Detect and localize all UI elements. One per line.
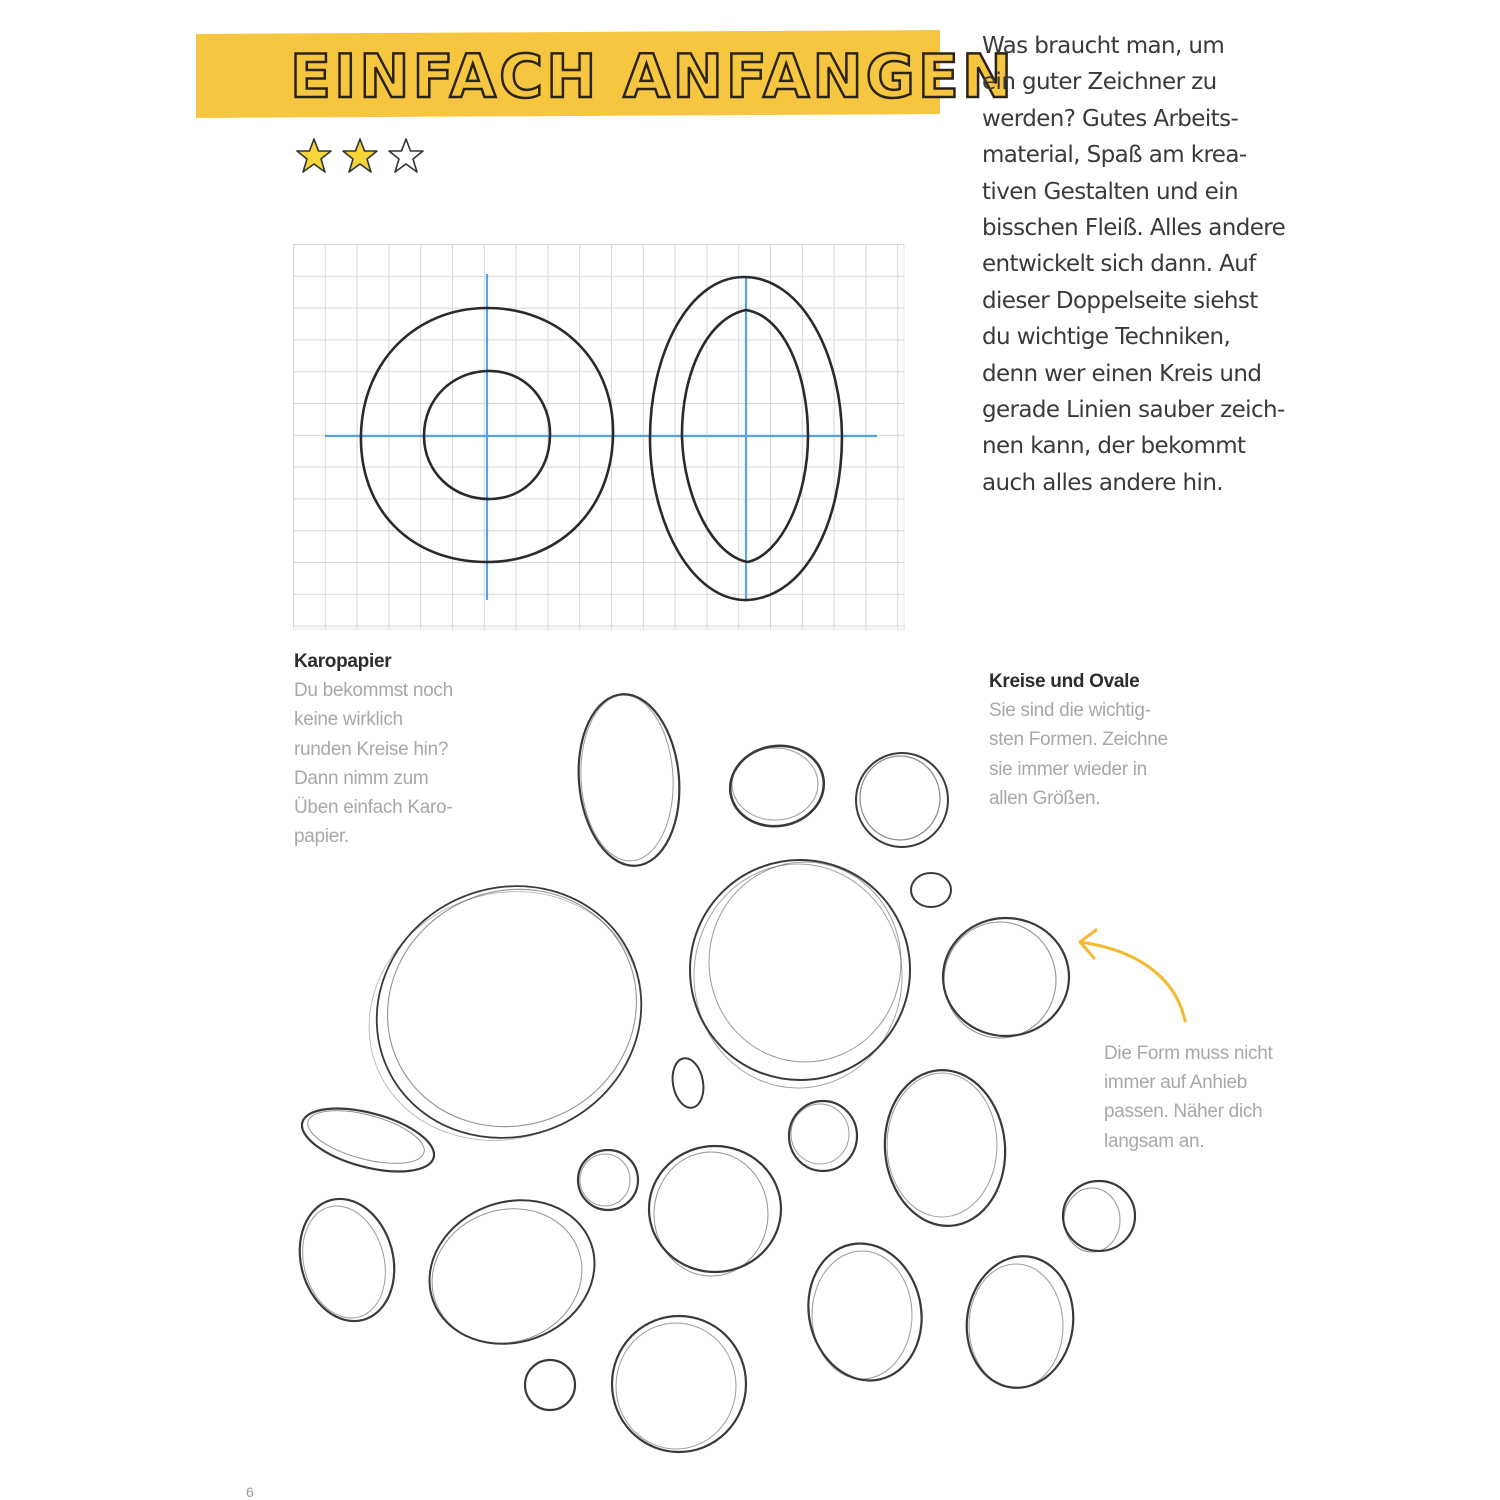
caption-heading: Karopapier: [294, 651, 392, 672]
star-empty-icon: [386, 136, 426, 176]
sketch-oval: [856, 753, 948, 847]
intro-line: nen kann, der bekommt: [982, 433, 1246, 460]
sketch-oval: [409, 1177, 615, 1366]
sketch-oval: [958, 1249, 1081, 1394]
intro-line: denn wer einen Kreis und: [982, 360, 1262, 387]
intro-line: dieser Doppelseite siehst: [982, 287, 1258, 314]
sketch-oval: [287, 1188, 408, 1332]
caption-line: sten Formen. Zeichne: [989, 729, 1168, 751]
page-title: EINFACH ANFANGEN: [290, 42, 1016, 112]
intro-line: gerade Linien sauber zeich-: [982, 397, 1285, 424]
grid-paper-figure: [293, 244, 905, 630]
intro-line: material, Spaß am krea-: [982, 142, 1247, 169]
star-filled-icon: [340, 136, 380, 176]
caption-line: runden Kreise hin?: [294, 738, 449, 760]
sketched-circles-illustration: [0, 640, 1500, 1500]
caption-line: Sie sind die wichtig-: [989, 700, 1151, 722]
caption-line: allen Größen.: [989, 787, 1101, 809]
star-filled-icon: [294, 136, 334, 176]
caption-line: Dann nimm zum: [294, 767, 429, 789]
caption-line: immer auf Anhieb: [1104, 1072, 1248, 1094]
intro-line: tiven Gestalten und ein: [982, 178, 1238, 205]
intro-line: werden? Gutes Arbeits-: [982, 105, 1239, 132]
intro-line: bisschen Fleiß. Alles andere: [982, 215, 1286, 242]
sketch-oval: [1063, 1181, 1135, 1252]
curved-arrow-icon: [1080, 930, 1185, 1021]
caption-line: Du bekommst noch: [294, 680, 453, 702]
intro-line: ein guter Zeichner zu: [982, 69, 1217, 96]
intro-paragraph: [982, 28, 1312, 501]
caption-line: Üben einfach Karo-: [294, 797, 453, 819]
caption-line: sie immer wieder in: [989, 758, 1147, 780]
caption-line: langsam an.: [1104, 1130, 1205, 1152]
intro-line: Was braucht man, um: [982, 33, 1225, 59]
intro-line: auch alles andere hin.: [982, 469, 1224, 496]
sketch-oval: [911, 873, 951, 907]
caption-line: passen. Näher dich: [1104, 1101, 1263, 1123]
sketch-oval: [612, 1316, 746, 1452]
sketch-oval: [649, 1146, 781, 1276]
intro-line: du wichtige Techniken,: [982, 324, 1231, 351]
sketch-oval: [724, 738, 830, 833]
caption-line: Die Form muss nicht: [1104, 1043, 1273, 1064]
sketch-oval: [331, 843, 683, 1181]
sketch-oval: [690, 860, 910, 1088]
page-number: 6: [246, 1484, 254, 1500]
sketch-oval: [525, 1360, 575, 1410]
sketch-oval: [789, 1101, 857, 1171]
intro-line: entwickelt sich dann. Auf: [982, 251, 1256, 278]
sketch-oval: [578, 1150, 638, 1210]
sketch-oval: [943, 918, 1069, 1038]
difficulty-rating: [294, 136, 426, 176]
caption-line: papier.: [294, 826, 349, 848]
sketch-oval: [572, 690, 687, 870]
sketch-oval: [796, 1233, 934, 1391]
caption-heading: Kreise und Ovale: [989, 671, 1140, 692]
sketch-oval: [669, 1056, 707, 1110]
caption-line: keine wirklich: [294, 709, 403, 731]
sketch-oval: [878, 1065, 1011, 1231]
